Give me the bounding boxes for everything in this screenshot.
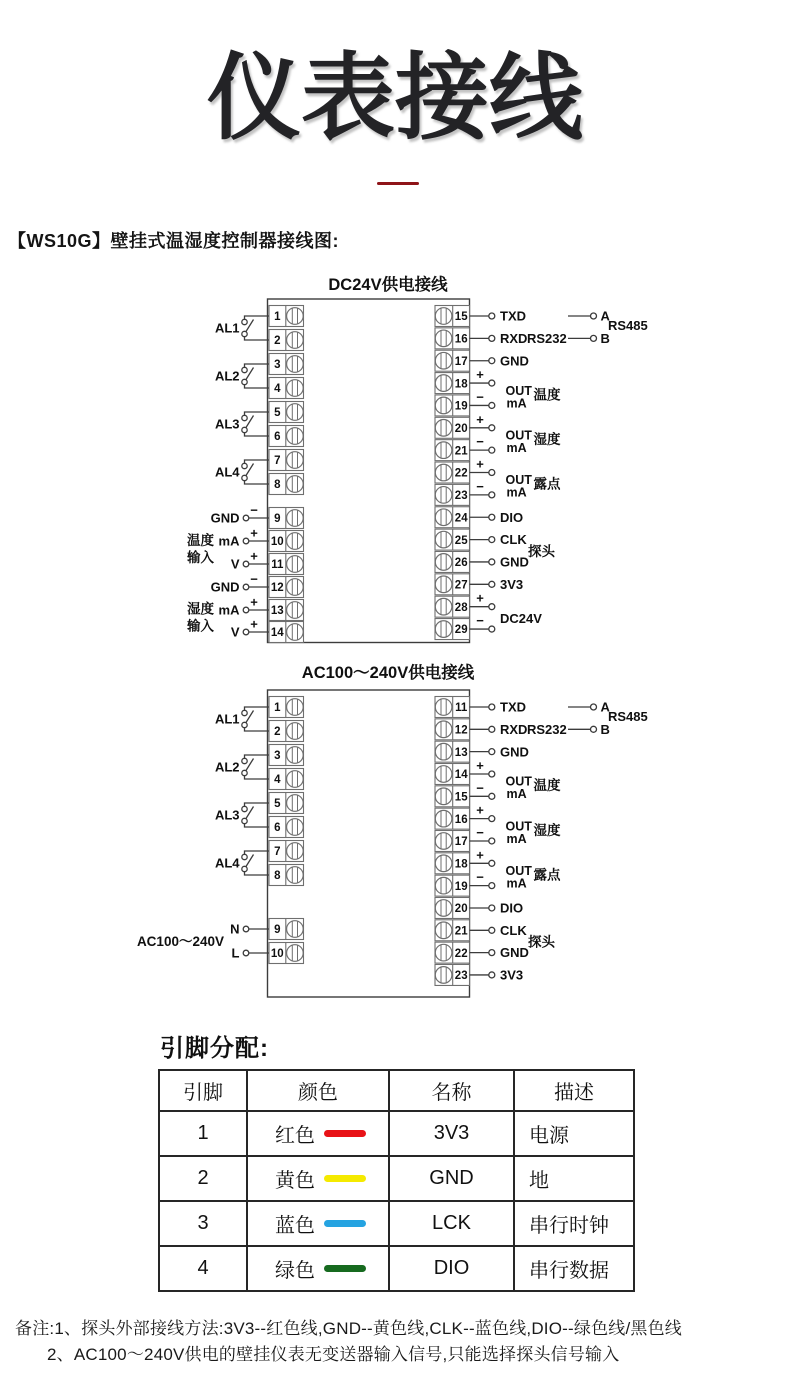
- pin-number: 15: [454, 311, 468, 324]
- desc-cell: 电源: [514, 1111, 634, 1156]
- color-swatch: [324, 1265, 366, 1272]
- terminal-22: [435, 942, 470, 963]
- rs485-terminal: B: [600, 330, 610, 346]
- pin-number: 1: [274, 702, 281, 715]
- relay-label: AL3: [214, 807, 240, 823]
- sign: +: [476, 411, 484, 427]
- group-label-line: 湿度: [187, 601, 214, 617]
- note-line-1: 备注:1、探头外部接线方法:3V3--红色线,GND--黄色线,CLK--蓝色线,DIO--绿色线/黑色线: [15, 1319, 682, 1338]
- title-accent-dash: [377, 182, 419, 185]
- column-header: 名称: [389, 1070, 514, 1111]
- rs485-terminal: B: [600, 721, 610, 737]
- terminal-12: [269, 577, 304, 598]
- rs485-terminal: A: [600, 699, 610, 715]
- input-label: L: [231, 945, 240, 961]
- sign: +: [250, 594, 258, 610]
- right-row-11: [435, 697, 526, 718]
- pin-number: 4: [274, 383, 281, 396]
- table-row: [159, 1201, 634, 1246]
- pin-number: 5: [274, 407, 281, 420]
- pin-number: 7: [274, 455, 281, 468]
- out-label: OUT: [505, 863, 532, 878]
- pin-cell: 1: [159, 1111, 247, 1156]
- unit-label: mA: [506, 787, 527, 802]
- pin-number: 6: [274, 431, 281, 444]
- sign: −: [476, 824, 484, 840]
- relay-AL1: [215, 306, 304, 351]
- wire-label: GND: [500, 744, 529, 760]
- wire-label: 3V3: [500, 967, 524, 983]
- pin-number: 17: [454, 836, 468, 849]
- wire-label: 3V3: [500, 576, 524, 592]
- color-cell: [248, 1164, 388, 1193]
- right-row-25: [435, 529, 527, 550]
- group-label-line: 输入: [187, 618, 214, 634]
- terminal-9: [269, 508, 304, 529]
- sign: −: [250, 571, 258, 587]
- relay-AL2: [215, 354, 304, 399]
- pin-number: 2: [274, 726, 281, 739]
- right-row-22: [435, 942, 529, 963]
- sign: −: [476, 780, 484, 796]
- relay-label: AL2: [214, 368, 240, 384]
- channel-label: 露点: [533, 476, 561, 492]
- relay-AL3: [215, 402, 304, 447]
- table-row: [159, 1156, 634, 1201]
- pin-number: 16: [454, 813, 468, 826]
- pin-number: 23: [454, 970, 468, 983]
- interface-label: RS232: [527, 330, 567, 346]
- wire-label: GND: [500, 945, 529, 961]
- pin-number: 14: [270, 627, 284, 640]
- relay-AL4: [215, 841, 304, 886]
- right-row-24: [435, 507, 523, 528]
- terminal-22: [435, 462, 470, 483]
- terminal-14: [269, 622, 304, 643]
- pin-number: 5: [274, 798, 281, 811]
- pin-number: 12: [454, 724, 468, 737]
- diagram-title: AC100～240V供电接线: [301, 664, 475, 682]
- terminal-2: [269, 330, 304, 351]
- channel-label: 温度: [533, 387, 561, 403]
- sign: −: [476, 389, 484, 405]
- group-label-line: AC100～240V: [136, 933, 224, 949]
- right-row-15: [435, 306, 526, 327]
- pin-number: 9: [274, 924, 281, 937]
- right-row-23: [435, 964, 523, 985]
- unit-label: mA: [506, 440, 527, 455]
- color-swatch: [324, 1175, 366, 1182]
- color-cell: [248, 1209, 388, 1238]
- terminal-23: [435, 484, 470, 505]
- terminal-25: [435, 529, 470, 550]
- terminal-20: [435, 897, 470, 918]
- input-label: N: [230, 921, 240, 937]
- channel-label: 露点: [533, 867, 561, 883]
- column-header: 颜色: [247, 1070, 389, 1111]
- dc24v-wiring-diagram: [130, 265, 700, 655]
- sign: +: [250, 525, 258, 541]
- pin-assignment-table: [158, 1069, 635, 1292]
- terminal-18: [435, 853, 470, 874]
- out-label: OUT: [505, 774, 532, 789]
- page-title: 仪表接线: [206, 45, 583, 150]
- relay-label: AL1: [214, 320, 240, 336]
- color-name: 红色: [275, 1125, 315, 1147]
- wire-label: TXD: [500, 699, 526, 715]
- pin-number: 18: [454, 858, 468, 871]
- signal-name-cell: DIO: [389, 1246, 514, 1291]
- color-swatch: [324, 1220, 366, 1227]
- input-label: V: [230, 624, 240, 640]
- terminal-9: [269, 919, 304, 940]
- wire-label: RXD: [500, 330, 528, 346]
- pin-number: 3: [274, 359, 281, 372]
- pin-number: 22: [454, 947, 468, 960]
- terminal-6: [269, 426, 304, 447]
- pin-number: 28: [454, 601, 468, 614]
- column-header: 描述: [514, 1070, 634, 1111]
- pin-number: 23: [454, 490, 468, 503]
- terminal-26: [435, 551, 470, 572]
- wire-label: DIO: [500, 900, 524, 916]
- ac-wiring-diagram: [130, 652, 700, 1005]
- unit-label: mA: [506, 396, 527, 411]
- terminal-8: [269, 474, 304, 495]
- terminal-21: [435, 920, 470, 941]
- wire-label: DIO: [500, 509, 524, 525]
- input-group-label: [186, 532, 214, 565]
- input-row-10: [219, 526, 304, 552]
- terminal-3: [269, 354, 304, 375]
- pin-cell: 4: [159, 1246, 247, 1291]
- terminal-15: [435, 306, 470, 327]
- terminal-19: [435, 395, 470, 416]
- pin-number: 25: [454, 534, 468, 547]
- sign: +: [476, 757, 484, 773]
- group-label-line: 温度: [187, 533, 214, 548]
- signal-name-cell: LCK: [389, 1201, 514, 1246]
- wire-label: RXD: [500, 721, 528, 737]
- pin-number: 8: [274, 870, 281, 883]
- pin-number: 15: [454, 791, 468, 804]
- rs485-block: [568, 309, 648, 346]
- input-label: GND: [210, 579, 240, 595]
- sign: +: [476, 456, 484, 472]
- unit-label: mA: [506, 485, 527, 500]
- sign: +: [476, 590, 484, 606]
- terminal-15: [435, 786, 470, 807]
- signal-name-cell: GND: [389, 1156, 514, 1201]
- pin-number: 29: [454, 624, 468, 637]
- input-row-13: [219, 595, 304, 621]
- sign: +: [250, 616, 258, 632]
- terminal-20: [435, 417, 470, 438]
- terminal-5: [269, 402, 304, 423]
- terminal-1: [269, 697, 304, 718]
- pin-number: 20: [454, 423, 468, 435]
- right-row-16: [435, 328, 567, 349]
- wire-label: GND: [500, 554, 529, 570]
- column-header: 引脚: [159, 1070, 247, 1111]
- relay-AL3: [215, 793, 304, 838]
- power-label: DC24V: [500, 610, 542, 626]
- channel-label: 温度: [533, 778, 561, 794]
- wire-label: CLK: [500, 922, 527, 938]
- relay-label: AL2: [214, 759, 240, 775]
- terminal-13: [435, 741, 470, 762]
- relay-AL4: [215, 450, 304, 495]
- terminal-12: [435, 719, 470, 740]
- pin-number: 3: [274, 750, 281, 763]
- input-label: V: [230, 556, 240, 572]
- right-row-20: [435, 897, 523, 918]
- terminal-16: [435, 808, 470, 829]
- interface-label: RS232: [527, 721, 567, 737]
- terminal-8: [269, 865, 304, 886]
- pin-number: 20: [454, 903, 468, 916]
- terminal-21: [435, 440, 470, 461]
- sign: +: [476, 847, 484, 863]
- terminal-10: [269, 531, 304, 552]
- rs485-label: RS485: [608, 709, 648, 725]
- sign: −: [476, 869, 484, 885]
- pin-table-body: [159, 1111, 634, 1291]
- terminal-4: [269, 378, 304, 399]
- table-row: [159, 1246, 634, 1291]
- pin-number: 13: [454, 746, 468, 759]
- pin-number: 16: [454, 333, 468, 346]
- terminal-4: [269, 769, 304, 790]
- color-swatch: [324, 1130, 366, 1137]
- terminal-13: [269, 600, 304, 621]
- pin-number: 8: [274, 479, 281, 492]
- pin-number: 7: [274, 846, 281, 859]
- input-label: mA: [218, 602, 240, 618]
- right-row-12: [435, 719, 567, 740]
- terminal-10: [269, 943, 304, 964]
- rs485-block: [568, 700, 648, 737]
- pin-number: 27: [454, 579, 468, 592]
- channel-label: 湿度: [533, 431, 561, 447]
- pin-number: 18: [454, 378, 468, 391]
- pin-number: 19: [454, 880, 468, 893]
- wire-label: GND: [500, 353, 529, 369]
- pin-number: 13: [270, 605, 284, 618]
- relay-AL1: [215, 697, 304, 742]
- color-cell: [248, 1254, 388, 1283]
- desc-cell: 串行数据: [514, 1246, 634, 1291]
- sign: +: [250, 548, 258, 564]
- pin-number: 4: [274, 774, 281, 787]
- input-group-label: [137, 934, 224, 949]
- sign: −: [476, 434, 484, 450]
- terminal-16: [435, 328, 470, 349]
- signal-name-cell: 3V3: [389, 1111, 514, 1156]
- out-label: OUT: [505, 473, 532, 488]
- terminal-7: [269, 841, 304, 862]
- terminal-29: [435, 619, 470, 640]
- unit-label: mA: [506, 876, 527, 891]
- rs485-label: RS485: [608, 318, 648, 334]
- pin-number: 21: [454, 445, 468, 458]
- pin-number: 11: [455, 702, 468, 715]
- terminal-23: [435, 964, 470, 985]
- color-name: 蓝色: [275, 1215, 315, 1237]
- terminal-18: [435, 373, 470, 394]
- pin-number: 24: [454, 512, 468, 525]
- terminal-19: [435, 875, 470, 896]
- wire-label: CLK: [500, 532, 527, 548]
- relay-label: AL4: [214, 464, 240, 480]
- diagram-title: DC24V供电接线: [328, 276, 448, 294]
- pin-cell: 2: [159, 1156, 247, 1201]
- pin-number: 14: [454, 769, 468, 782]
- terminal-2: [269, 721, 304, 742]
- note-line-2: 2、AC100～240V供电的壁挂仪表无变送器输入信号,只能选择探头信号输入: [47, 1345, 620, 1364]
- terminal-17: [435, 830, 470, 851]
- terminal-5: [269, 793, 304, 814]
- pin-number: 12: [270, 582, 284, 595]
- pin-table-header-row: [159, 1070, 634, 1111]
- pin-assignment-heading: 引脚分配:: [160, 1035, 269, 1062]
- relay-label: AL4: [214, 855, 240, 871]
- sign: −: [250, 502, 258, 518]
- terminal-3: [269, 745, 304, 766]
- input-label: mA: [218, 533, 240, 549]
- color-name: 绿色: [275, 1260, 315, 1282]
- page-subtitle: 【WS10G】壁挂式温湿度控制器接线图:: [8, 231, 340, 251]
- relay-label: AL1: [214, 711, 240, 727]
- probe-label: 探头: [528, 543, 555, 559]
- desc-cell: 串行时钟: [514, 1201, 634, 1246]
- sign: −: [476, 613, 484, 629]
- color-cell: [248, 1119, 388, 1148]
- desc-cell: 地: [514, 1156, 634, 1201]
- terminal-1: [269, 306, 304, 327]
- pin-number: 22: [454, 467, 468, 480]
- terminal-14: [435, 763, 470, 784]
- color-name: 黄色: [275, 1170, 315, 1192]
- input-label: GND: [210, 510, 240, 526]
- terminal-24: [435, 507, 470, 528]
- unit-label: mA: [506, 831, 527, 846]
- input-group-label: [186, 601, 214, 634]
- pin-cell: 3: [159, 1201, 247, 1246]
- group-label-line: 输入: [187, 550, 214, 565]
- out-label: OUT: [505, 428, 532, 443]
- terminal-11: [435, 697, 470, 718]
- pin-number: 2: [274, 335, 281, 348]
- terminal-11: [269, 554, 304, 575]
- pin-number: 10: [270, 536, 284, 549]
- right-row-21: [435, 920, 527, 941]
- right-row-26: [435, 551, 529, 572]
- pin-number: 1: [274, 311, 281, 324]
- pin-number: 11: [271, 559, 284, 572]
- pin-number: 9: [274, 513, 281, 526]
- wire-label: TXD: [500, 308, 526, 324]
- terminal-28: [435, 596, 470, 617]
- rs485-terminal: A: [600, 308, 610, 324]
- relay-label: AL3: [214, 416, 240, 432]
- terminal-6: [269, 817, 304, 838]
- relay-AL2: [215, 745, 304, 790]
- out-label: OUT: [505, 819, 532, 834]
- terminal-17: [435, 350, 470, 371]
- pin-number: 26: [454, 557, 468, 570]
- out-label: OUT: [505, 383, 532, 398]
- terminal-7: [269, 450, 304, 471]
- pin-number: 6: [274, 822, 281, 835]
- pin-number: 21: [454, 925, 468, 938]
- pin-number: 19: [454, 400, 468, 413]
- channel-label: 湿度: [533, 822, 561, 838]
- sign: +: [476, 802, 484, 818]
- pin-number: 10: [270, 948, 284, 961]
- table-row: [159, 1111, 634, 1156]
- terminal-27: [435, 574, 470, 595]
- sign: −: [476, 478, 484, 494]
- probe-label: 探头: [528, 934, 555, 950]
- pin-number: 17: [454, 355, 468, 368]
- sign: +: [476, 367, 484, 383]
